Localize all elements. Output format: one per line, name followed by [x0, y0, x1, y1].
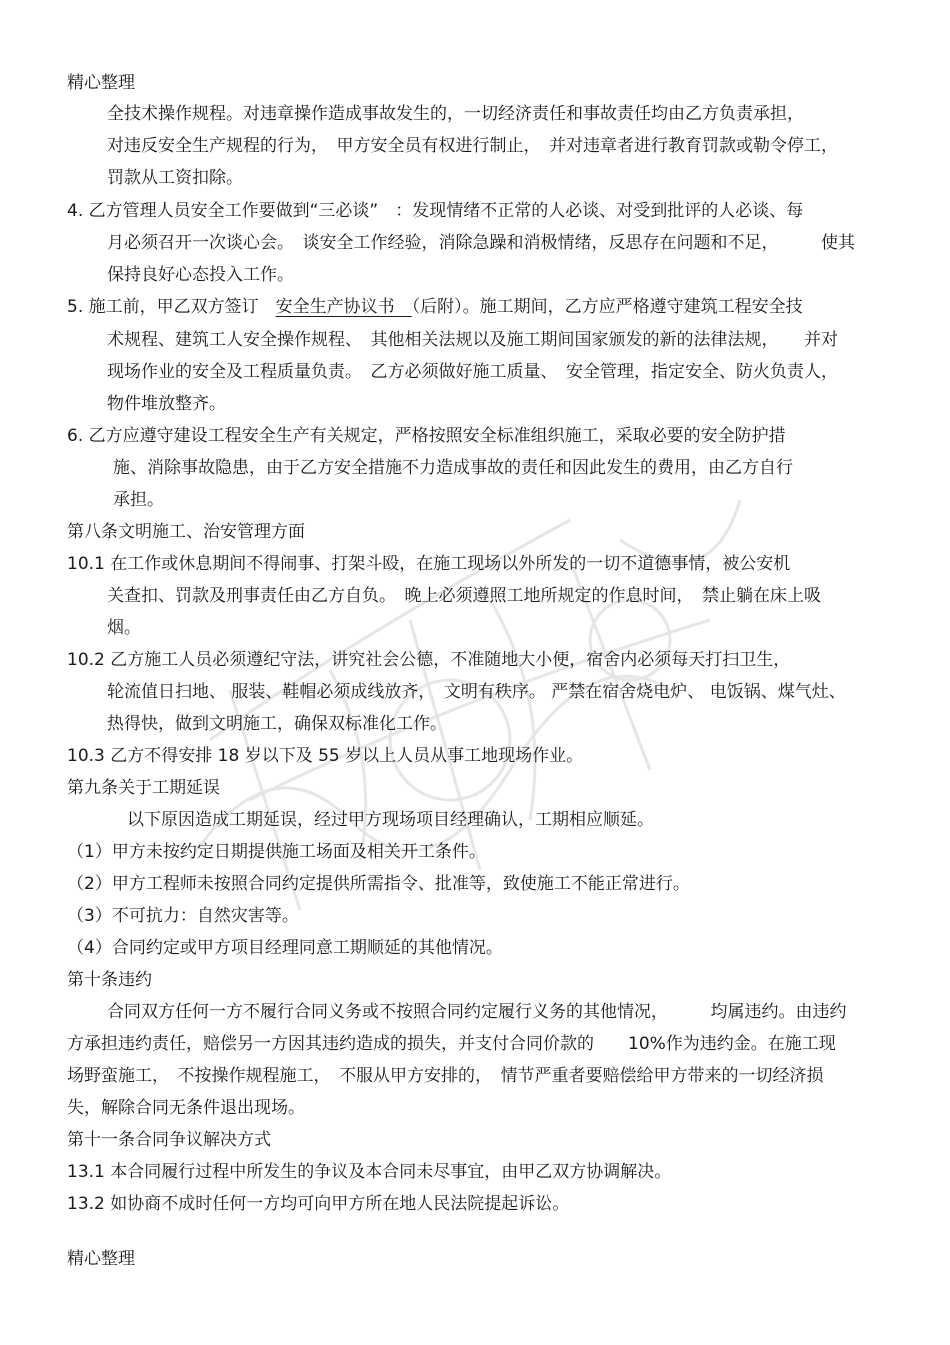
page-header: 精心整理 [67, 73, 135, 93]
list-item-6: 6. 乙方应遵守建设工程安全生产有关规定，严格按照安全标准组织施工，采取必要的安全防护措 [67, 426, 786, 446]
section-heading: 第九条关于工期延误 [67, 778, 220, 798]
text-segment: （后附）。施工期间，乙方应严格遵守建筑工程安全技 [411, 297, 803, 317]
clause-10-2: 10.2 乙方施工人员必须遵纪守法，讲究社会公德，不准随地大小便，宿舍内必须每天打扫卫生， [67, 650, 791, 670]
clause-13-2: 13.2 如协商不成时任何一方均可向甲方所在地人民法院提起诉讼。 [67, 1194, 570, 1214]
list-item: （1）甲方未按约定日期提供施工场面及相关开工条件。 [67, 842, 486, 862]
page-footer: 精心整理 [67, 1249, 135, 1269]
clause-10-1: 10.1 在工作或休息期间不得闹事、打架斗殴，在施工现场以外所发的一切不道德事情，被公安机 [67, 554, 791, 574]
text-line: 施、消除事故隐患，由于乙方安全措施不力造成事故的责任和因此发生的费用，由乙方自行 [113, 458, 793, 478]
list-item-4: 4. 乙方管理人员安全工作要做到“三必谈” ：发现情绪不正常的人必谈、对受到批评的人必谈、每 [67, 201, 804, 221]
text-line: 轮流值日扫地、 服装、鞋帽必须成线放齐， 文明有秩序。 严禁在宿舍烧电炉、 电饭锅、煤气灶、 [107, 682, 846, 702]
text-line: 月必须召开一次谈心会。 谈安全工作经验，消除急躁和消极情绪，反思存在问题和不足， 使其 [107, 233, 855, 253]
text-line: 场野蛮施工， 不按操作规程施工， 不服从甲方安排的， 情节严重者要赔偿给甲方带来的一切经济损 [67, 1066, 824, 1086]
text-line: 合同双方任何一方不履行合同义务或不按照合同约定履行义务的其他情况， 均属违约。由违约 [107, 1002, 847, 1022]
text-line: 关查扣、罚款及刑事责任由乙方自负。 晚上必须遵照工地所规定的作息时间， 禁止躺在床上吸 [107, 586, 821, 606]
section-heading: 第十一条合同争议解决方式 [67, 1130, 271, 1150]
list-item: （4）合同约定或甲方项目经理同意工期顺延的其他情况。 [67, 938, 503, 958]
text-line: 烟。 [107, 618, 141, 638]
text-segment: 5. 施工前，甲乙双方签订 [67, 297, 276, 317]
text-line: 失，解除合同无条件退出现场。 [67, 1098, 305, 1118]
text-line: 罚款从工资扣除。 [107, 168, 243, 188]
text-line: 术规程、建筑工人安全操作规程、 其他相关法规以及施工期间国家颁发的新的法律法规， 并对 [107, 330, 838, 350]
text-line: 现场作业的安全及工程质量负责。 乙方必须做好施工质量、 安全管理，指定安全、防火负责人， [107, 362, 838, 382]
list-item: （2）甲方工程师未按照合同约定提供所需指令、批准等，致使施工不能正常进行。 [67, 874, 690, 894]
list-item-5 [67, 296, 803, 318]
text-line: 以下原因造成工期延误，经过甲方现场项目经理确认，工期相应顺延。 [127, 810, 654, 830]
text-line: 物件堆放整齐。 [107, 394, 226, 414]
section-heading: 第八条文明施工、治安管理方面 [67, 522, 305, 542]
text-line: 承担。 [113, 490, 164, 510]
text-line: 保持良好心态投入工作。 [107, 265, 294, 285]
text-line: 方承担违约责任，赔偿另一方因其违约造成的损失，并支付合同价款的 10%作为违约金。在施工现 [67, 1034, 836, 1054]
section-heading: 第十条违约 [67, 970, 152, 990]
agreement-title-underlined: 安全生产协议书 [275, 297, 412, 317]
text-line: 全技术操作规程。对违章操作造成事故发生的，一切经济责任和事故责任均由乙方负责承担， [107, 104, 804, 124]
text-line: 对违反安全生产规程的行为， 甲方安全员有权进行制止， 并对违章者进行教育罚款或勒令停工， [107, 136, 838, 156]
clause-10-3: 10.3 乙方不得安排 18 岁以下及 55 岁以上人员从事工地现场作业。 [67, 746, 584, 766]
text-line: 热得快，做到文明施工，确保双标准化工作。 [107, 714, 447, 734]
clause-13-1: 13.1 本合同履行过程中所发生的争议及本合同未尽事宜，由甲乙双方协调解决。 [67, 1162, 672, 1182]
list-item: （3）不可抗力：自然灾害等。 [67, 906, 299, 926]
